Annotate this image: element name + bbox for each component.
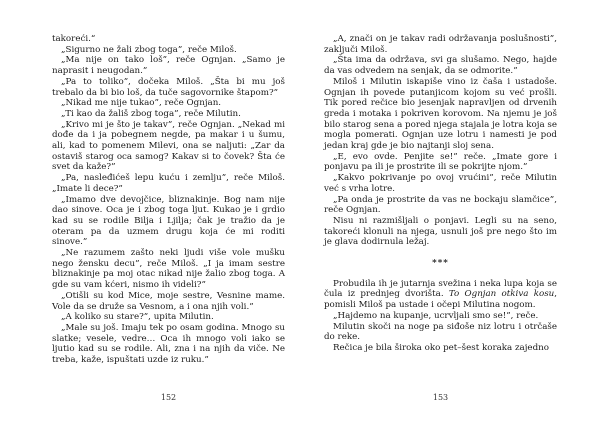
paragraph: Nisu ni razmišljali o ponjavi. Legli su na seno, takoreći klonuli na njega, usnuli još pre nego što im je glava dodirnula ležaj. — [324, 215, 557, 248]
italic-text: To Ognjan otkiva kosu — [448, 289, 555, 300]
paragraph: „A, znači on je takav radi održavanja poslušnosti”, zaključi Miloš. — [324, 34, 557, 55]
paragraph: „Pa onda je prostrite da vas ne bockaju slamčice”, reče Ognjan. — [324, 194, 557, 216]
paragraph: „Ma nije on tako loš”, reče Ognjan. „Samo je naprasit i neugodan.” — [52, 55, 285, 77]
paragraph: „Sigurno ne žali zbog toga”, reče Miloš. — [61, 44, 237, 55]
paragraph: „Kakvo pokrivanje po ovoj vrućini”, reče Milutin već s vrha lotre. — [324, 173, 557, 194]
left-page-text — [52, 34, 285, 366]
paragraph: „Hajdemo na kupanje, ucrvljali smo se!”, reče. — [333, 310, 539, 321]
page-number-right: 153 — [432, 393, 449, 402]
text-run: Probudila ih je jutarnja svežina i neka lupa koja se čula iz prednjeg dvorišta. — [324, 278, 557, 300]
paragraph: „A koliko su stare?”, upita Milutin. — [61, 312, 214, 323]
paragraph: „Krivo mi je što je takav”, reče Ognjan. „Nekad mi dođe da i ja pobegnem negde, pa makar i u šumu, ali, kad to pomenem Milevi, ona se naljuti: „Zar da ostaviš starog oca samog? Kakav si to čovek? Šta će svet da kaže?” — [52, 119, 285, 173]
paragraph: takoreći.“ — [52, 34, 96, 44]
paragraph: „E, evo ovde. Penjite se!” reče. „Imate gore i ponjavu pa ili je prostrite ili se pokrijte njom.” — [324, 151, 557, 173]
right-page-text — [324, 34, 557, 354]
paragraph: „Imamo dve devojčice, bliznakinje. Bog nam nije dao sinove. Oca je i zbog toga ljut. Kukao je i grdio kad su se rodile Bilja i Ljilja; čak je tražio da je oteram pa da uzmem drugu koja će mi roditi sinove.” — [52, 194, 285, 248]
paragraph: „Pa to toliko”, dočeka Miloš. „Šta bi mu još trebalo da bi bio loš, da tuče sagovornike štapom?” — [52, 76, 285, 98]
paragraph: Rečica je bila široka oko pet–šest koraka zajedno — [333, 342, 549, 353]
paragraph: „Ti kao da žališ zbog toga”, reče Milutin. — [61, 108, 241, 119]
text-run: , pomisli Miloš pa ustade i očepi Milutina nogom. — [324, 289, 558, 311]
paragraph: „Otišli su kod Mice, moje sestre, Vesnine mame. Vole da se druže sa Vesnom, a i ona njih voli.” — [52, 290, 285, 312]
paragraph: „Male su još. Imaju tek po osam godina. Mnogo su slatke; vesele, vedre… Oca ih mnogo voli iako se ljutio kad su se rodile. Ali, zna i na njih da viče. Ne treba, kaže, ispuštati uzde iz ruku.” — [52, 322, 285, 366]
paragraph: „Ne razumem zašto neki ljudi više vole mušku nego žensku decu”, reče Miloš. „I ja imam sestre bliznakinje pa moj otac nikad nije žalio zbog toga. A gde su vam kćeri, nismo ih videli?” — [52, 248, 285, 291]
paragraph: „Nikad me nije tukao”, reče Ognjan. — [61, 98, 222, 109]
paragraph: „Pa, nasleđićeš lepu kuću i zemlju”, reče Miloš. „Imate li dece?” — [52, 173, 285, 194]
paragraph: „Šta ima da održava, svi ga slušamo. Nego, hajde da vas odvedem na senjak, da se odmorite.” — [324, 55, 557, 77]
section-break: *** — [432, 258, 449, 269]
paragraph — [324, 279, 557, 311]
page-number-left: 152 — [160, 393, 177, 402]
paragraph: Milutin skoči na noge pa siđoše niz lotru i otrčaše do reke. — [324, 321, 557, 343]
paragraph: Miloš i Milutin iskapiše vino iz čaša i ustadoše. Ognjan ih povede putanjicom kojom su već prošli. Tik pored rečice bio jesenjak napravljen od drvenih greda i motaka i pokriven korovom. Na njemu je još bilo starog sena a pored njega stajala je lotra koja se mogla pomerati. Ognjan uze lotru i namesti je pod jedan kraj gde je bio najtanji sloj sena. — [324, 76, 558, 152]
